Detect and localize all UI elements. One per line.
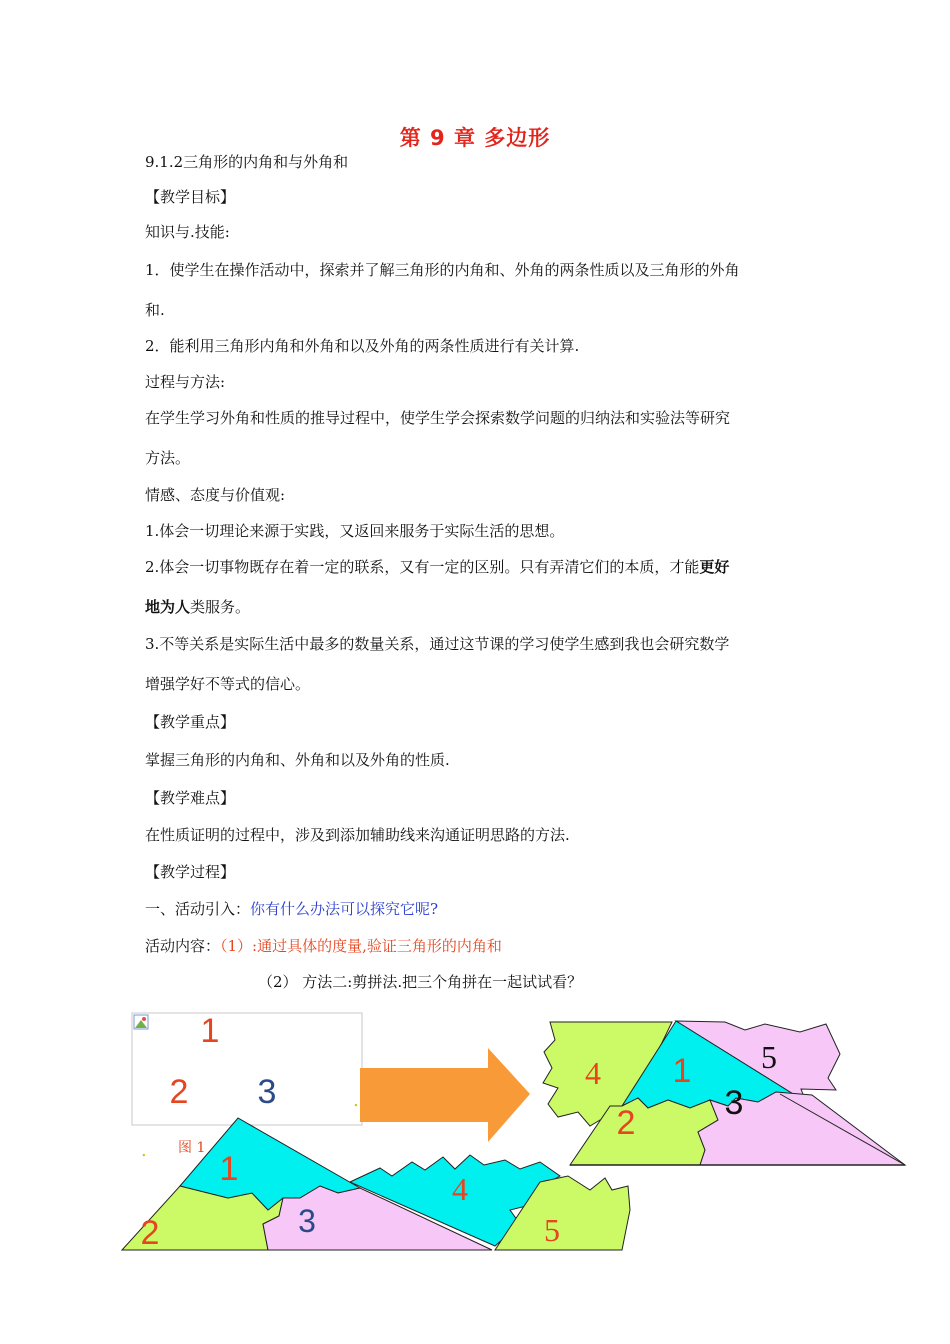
process-text-cont: 方法。 xyxy=(145,449,191,467)
box-label-1: 1 xyxy=(200,1012,220,1050)
difficulty-heading: 【教学难点】 xyxy=(145,789,236,807)
activity-content-label: 活动内容： xyxy=(145,937,221,955)
box-label-3: 3 xyxy=(257,1073,277,1111)
difficulty-text: 在性质证明的过程中，涉及到添加辅助线来沟通证明思路的方法. xyxy=(145,826,570,844)
activity-content-text: （1）:通过具体的度量,验证三角形的内角和 xyxy=(220,937,502,955)
bottom-label-4: 4 xyxy=(452,1171,468,1207)
method-two: （2） 方法二:剪拼法.把三个角拼在一起试试看？ xyxy=(258,973,583,991)
knowledge-item-1: 1．使学生在操作活动中，探索并了解三角形的内角和、外角的两条性质以及三角形的外角 xyxy=(145,261,740,279)
emotion-item-3: 3.不等关系是实际生活中最多的数量关系，通过这节课的学习使学生感到我也会研究数学 xyxy=(145,635,730,653)
process-text: 在学生学习外角和性质的推导过程中，使学生学会探索数学问题的归纳法和实验法等研究 xyxy=(145,409,731,427)
bottom-label-3: 3 xyxy=(298,1203,316,1239)
emotion-item-2-text-cont: 类服务。 xyxy=(190,598,251,616)
right-label-5: 5 xyxy=(761,1039,777,1075)
emotion-item-1: 1.体会一切理论来源于实践，又返回来服务于实际生活的思想。 xyxy=(145,522,565,540)
chapter-title: 第 9 章 多边形 xyxy=(399,126,551,150)
emotion-item-3-cont: 增强学好不等式的信心。 xyxy=(145,675,311,693)
emotion-item-2-bold-cont: 地为人 xyxy=(145,598,191,616)
broken-image-icon xyxy=(134,1015,148,1029)
dot-mark-right: . xyxy=(353,1090,359,1111)
emotion-item-2-text: 2.体会一切事物既存在着一定的联系，又有一定的区别。只有弄清它们的本质，才能 xyxy=(145,558,700,576)
knowledge-item-2: 2．能利用三角形内角和外角和以及外角的两条性质进行有关计算. xyxy=(145,337,580,355)
emotion-item-2-bold: 更好 xyxy=(699,558,730,576)
teaching-process-heading: 【教学过程】 xyxy=(145,863,236,881)
dot-mark-left: . xyxy=(141,1140,147,1161)
activity-intro-question: 你有什么办法可以探究它呢? xyxy=(250,900,439,918)
bottom-label-2: 2 xyxy=(140,1214,160,1252)
knowledge-heading: 知识与.技能: xyxy=(145,223,230,241)
right-arrow-icon xyxy=(360,1048,530,1142)
emotion-heading: 情感、态度与价值观: xyxy=(145,486,286,504)
box-label-2: 2 xyxy=(169,1073,189,1111)
process-heading: 过程与方法: xyxy=(145,373,226,391)
picture-box xyxy=(132,1013,362,1125)
objectives-heading: 【教学目标】 xyxy=(145,188,236,206)
figure-caption: 图 1 xyxy=(178,1140,206,1156)
activity-intro-label: 一、活动引入： xyxy=(145,900,251,918)
bottom-label-1: 1 xyxy=(219,1150,239,1188)
knowledge-item-1-cont: 和. xyxy=(145,301,165,319)
right-label-3: 3 xyxy=(724,1084,744,1122)
section-number-title: 9.1.2三角形的内角和与外角和 xyxy=(145,153,349,171)
right-label-4: 4 xyxy=(585,1055,601,1091)
key-text: 掌握三角形的内角和、外角和以及外角的性质. xyxy=(145,751,450,769)
right-label-1: 1 xyxy=(672,1052,692,1090)
right-label-2: 2 xyxy=(616,1104,636,1142)
bottom-label-5: 5 xyxy=(544,1212,560,1248)
key-heading: 【教学重点】 xyxy=(145,713,236,731)
